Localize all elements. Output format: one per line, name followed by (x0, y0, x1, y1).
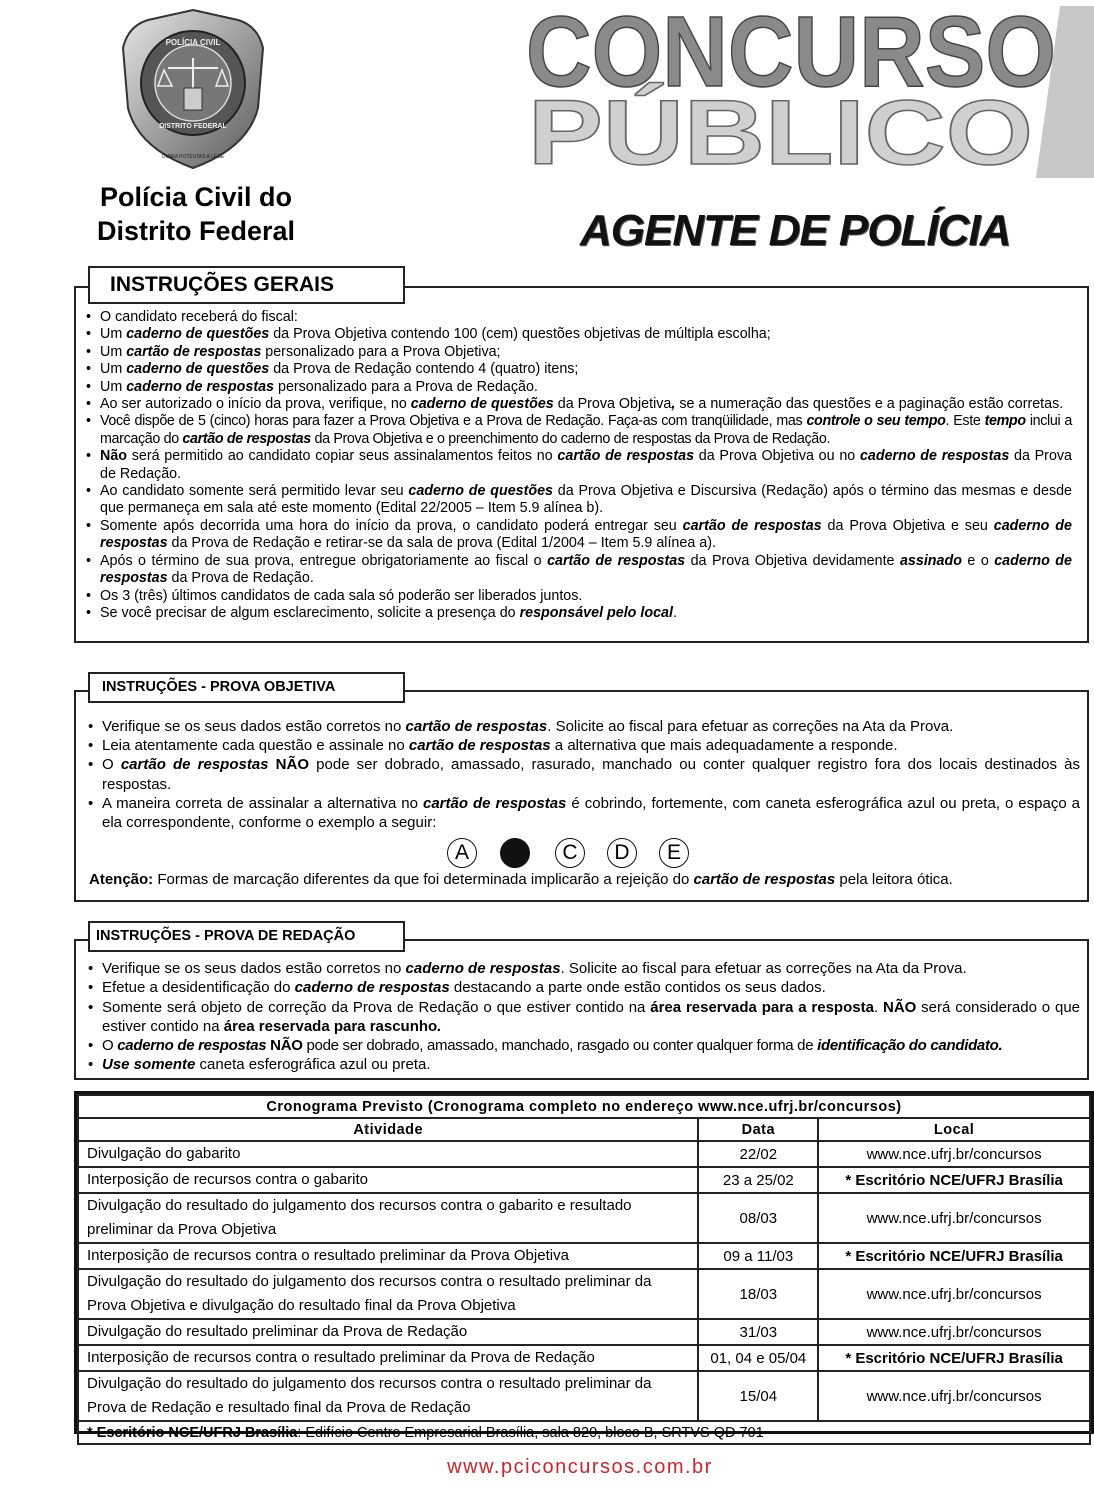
instruction-item: • O caderno de respostas NÃO pode ser dobrado, amassado, manchado, rasgado ou conter qualquer forma de identificação do candidato. (88, 1036, 1080, 1055)
schedule-rows (78, 1141, 1090, 1421)
schedule-row (78, 1345, 1090, 1371)
instruction-item: • Após o término de sua prova, entregue obrigatoriamente ao fiscal o cartão de respostas da Prova Objetiva devidamente assinado e o caderno de respostas da Prova de Redação. (86, 553, 1072, 588)
svg-text:POLÍCIA CIVIL: POLÍCIA CIVIL (165, 38, 221, 47)
instruction-item: • Um caderno de questões da Prova Objetiva contendo 100 (cem) questões objetivas de múltipla escolha; (86, 326, 1072, 343)
col-place: Local (818, 1118, 1090, 1141)
instruction-item: • O cartão de respostas NÃO pode ser dobrado, amassado, rasurado, manchado ou conter qualquer registro fora dos locais destinados às respostas. (88, 755, 1080, 793)
schedule-row (78, 1243, 1090, 1269)
attention-note (89, 871, 953, 888)
instruction-item: • Ao ser autorizado o início da prova, verifique, no caderno de questões da Prova Objetiva, se a numeração das questões e a paginação estão corretas. (86, 396, 1072, 413)
schedule-place: www.nce.ufrj.br/concursos (818, 1141, 1090, 1167)
schedule-row (78, 1141, 1090, 1167)
instruction-item: • Não será permitido ao candidato copiar seus assinalamentos feitos no cartão de respostas da Prova Objetiva ou no caderno de respostas da Prova de Redação. (86, 448, 1072, 483)
attention-emphasis: cartão de respostas (693, 871, 836, 888)
schedule-footnote (78, 1421, 1090, 1444)
general-instructions-title: INSTRUÇÕES GERAIS (88, 266, 405, 304)
instruction-item: • Verifique se os seus dados estão corretos no cartão de respostas. Solicite ao fiscal para efetuar as correções na Ata da Prova. (88, 717, 1080, 736)
col-activity: Atividade (78, 1118, 698, 1141)
example-option-e: E (659, 838, 689, 868)
schedule-activity: Interposição de recursos contra o resultado preliminar da Prova de Redação (78, 1345, 698, 1371)
instruction-item: • A maneira correta de assinalar a alternativa no cartão de respostas é cobrindo, fortemente, com caneta esferográfica azul ou preta, o espaço a ela correspondente, conforme o exemplo a seguir: (88, 794, 1080, 832)
schedule-date: 09 a 11/03 (698, 1243, 818, 1269)
instruction-item: • Um cartão de respostas personalizado para a Prova Objetiva; (86, 344, 1072, 361)
schedule-place: www.nce.ufrj.br/concursos (818, 1371, 1090, 1421)
footnote-text: : Edifício Centro Empresarial Brasília, sala 820, bloco B, SRTVS QD 701 (297, 1424, 764, 1441)
svg-text:DISTRITO FEDERAL: DISTRITO FEDERAL (159, 123, 227, 130)
schedule-place: * Escritório NCE/UFRJ Brasília (818, 1345, 1090, 1371)
concurso-publico-logo (520, 6, 1094, 181)
instruction-item: • Se você precisar de algum esclarecimento, solicite a presença do responsável pelo local. (86, 605, 1072, 622)
footnote-label: * Escritório NCE/UFRJ Brasília (87, 1424, 298, 1441)
example-option-d: D (607, 838, 637, 868)
footer-site-link[interactable]: www.pciconcursos.com.br (447, 1456, 713, 1478)
schedule-row (78, 1193, 1090, 1243)
example-option-b-filled (500, 838, 530, 868)
schedule-activity: Divulgação do gabarito (78, 1141, 698, 1167)
schedule-activity: Divulgação do resultado do julgamento dos recursos contra o resultado preliminar da Prova Objetiva e divulgação do resultado final da Prova Objetiva (78, 1269, 698, 1319)
schedule-activity: Interposição de recursos contra o resultado preliminar da Prova Objetiva (78, 1243, 698, 1269)
schedule-row (78, 1269, 1090, 1319)
attention-end: pela leitora ótica. (839, 871, 953, 888)
instruction-item: • Verifique se os seus dados estão corretos no caderno de respostas. Solicite ao fiscal para efetuar as correções na Ata da Prova. (88, 959, 1080, 978)
schedule-activity: Interposição de recursos contra o gabarito (78, 1167, 698, 1193)
instruction-item: • Use somente caneta esferográfica azul ou preta. (88, 1055, 1080, 1074)
essay-instructions-title: INSTRUÇÕES - PROVA DE REDAÇÃO (88, 921, 405, 952)
exam-role-title: AGENTE DE POLÍCIA (580, 206, 1011, 255)
org-line-1: Polícia Civil do (99, 182, 293, 212)
org-line-2: Distrito Federal (96, 216, 296, 246)
instruction-item: • Ao candidato somente será permitido levar seu caderno de questões da Prova Objetiva e Discursiva (Redação) após o término das mesmas e desde que permaneça em sala até este momento (Edital 22/2005 – Item 5.9 alínea b). (86, 483, 1072, 518)
instruction-item: • Um caderno de questões da Prova de Redação contendo 4 (quatro) itens; (86, 361, 1072, 378)
example-option-c: C (555, 838, 585, 868)
instruction-item: • Efetue a desidentificação do caderno de respostas destacando a parte onde estão contidos os seus dados. (88, 978, 1080, 997)
organization-name (86, 180, 306, 248)
objective-instructions-title: INSTRUÇÕES - PROVA OBJETIVA (88, 672, 405, 703)
schedule-activity: Divulgação do resultado do julgamento dos recursos contra o resultado preliminar da Prova de Redação e resultado final da Prova de Redação (78, 1371, 698, 1421)
schedule-activity: Divulgação do resultado preliminar da Prova de Redação (78, 1319, 698, 1345)
instruction-item: • Você dispõe de 5 (cinco) horas para fazer a Prova Objetiva e a Prova de Redação. Faça-as com tranqüilidade, mas controle o seu tempo. Este tempo inclui a marcação do cartão de respostas da Prova Objetiva e o preenchimento do caderno de respostas da Prova de Redação. (86, 413, 1072, 448)
schedule-place: * Escritório NCE/UFRJ Brasília (818, 1243, 1090, 1269)
svg-text:PÚBLICO: PÚBLICO (528, 82, 942, 181)
instruction-item: • Os 3 (três) últimos candidatos de cada sala só poderão ser liberados juntos. (86, 588, 1072, 605)
attention-label: Atenção: (89, 871, 154, 888)
objective-instructions-list (88, 717, 1080, 832)
general-instructions-list (86, 309, 1072, 622)
example-option-a: A (447, 838, 477, 868)
schedule-row (78, 1167, 1090, 1193)
schedule-place: www.nce.ufrj.br/concursos (818, 1319, 1090, 1345)
svg-text:CONCURSO: CONCURSO (526, 6, 1056, 108)
schedule-activity: Divulgação do resultado do julgamento dos recursos contra o gabarito e resultado preliminar da Prova Objetiva (78, 1193, 698, 1243)
schedule-date: 18/03 (698, 1269, 818, 1319)
instruction-item: • Somente após decorrida uma hora do início da prova, o candidato poderá entregar seu cartão de respostas da Prova Objetiva e seu caderno de respostas da Prova de Redação e retirar-se da sala de prova (Edital 1/2004 – Item 5.9 alínea a). (86, 518, 1072, 553)
schedule-row (78, 1319, 1090, 1345)
svg-text:OMNIA POTESTAS A LEGE: OMNIA POTESTAS A LEGE (161, 154, 225, 160)
answer-example (447, 838, 697, 870)
schedule-row (78, 1371, 1090, 1421)
schedule-date: 22/02 (698, 1141, 818, 1167)
instruction-item: • O candidato receberá do fiscal: (86, 309, 1072, 326)
attention-text: Formas de marcação diferentes da que foi determinada implicarão a rejeição do (157, 871, 690, 888)
schedule-date: 01, 04 e 05/04 (698, 1345, 818, 1371)
schedule-date: 08/03 (698, 1193, 818, 1243)
instruction-item: • Leia atentamente cada questão e assinale no cartão de respostas a alternativa que mais adequadamente a responde. (88, 736, 1080, 755)
schedule-place: www.nce.ufrj.br/concursos (818, 1193, 1090, 1243)
schedule-place: www.nce.ufrj.br/concursos (818, 1269, 1090, 1319)
instruction-item: • Somente será objeto de correção da Prova de Redação o que estiver contido na área reservada para a resposta. NÃO será considerado o que estiver contido na área reservada para rascunho. (88, 998, 1080, 1037)
police-emblem (118, 8, 268, 170)
schedule-date: 23 a 25/02 (698, 1167, 818, 1193)
schedule-place: * Escritório NCE/UFRJ Brasília (818, 1167, 1090, 1193)
schedule-date: 15/04 (698, 1371, 818, 1421)
schedule-title: Cronograma Previsto (Cronograma completo no endereço www.nce.ufrj.br/concursos) (78, 1095, 1090, 1118)
col-date: Data (698, 1118, 818, 1141)
schedule-table (77, 1094, 1091, 1445)
essay-instructions-list (88, 959, 1080, 1075)
instruction-item: • Um caderno de respostas personalizado para a Prova de Redação. (86, 379, 1072, 396)
schedule-date: 31/03 (698, 1319, 818, 1345)
